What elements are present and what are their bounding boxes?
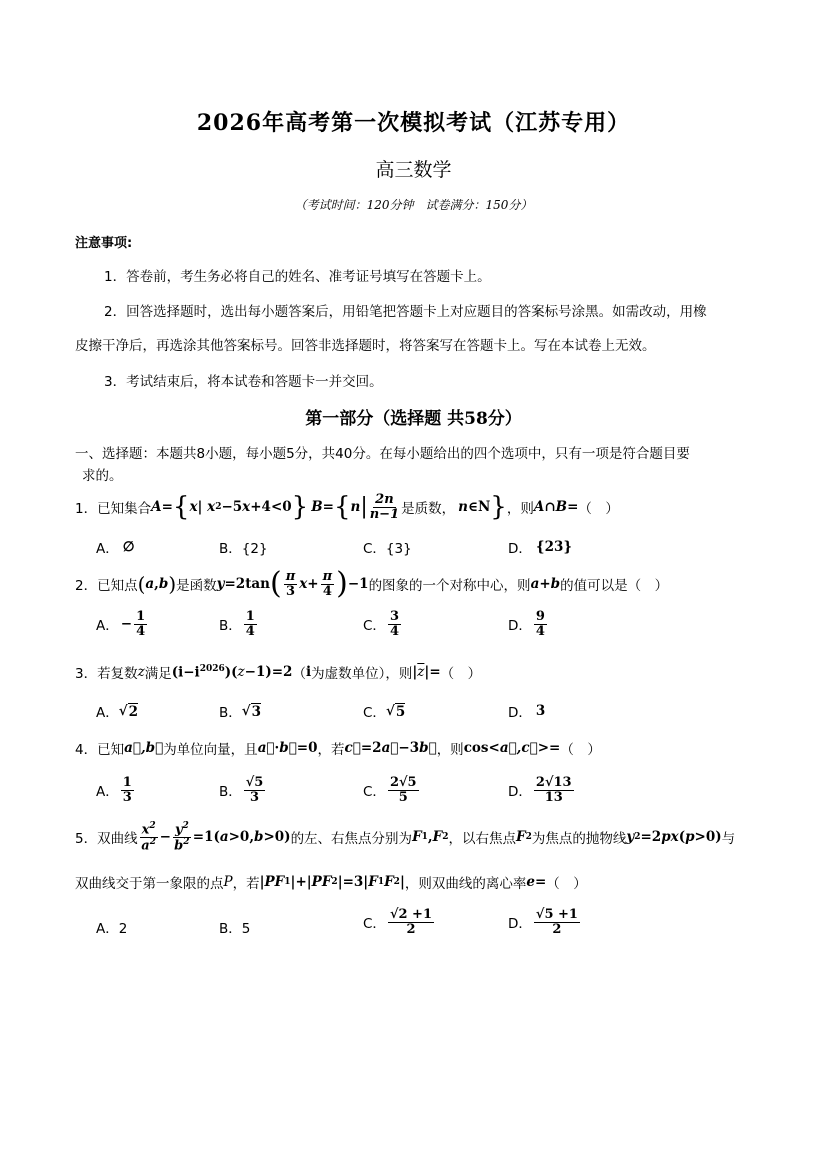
q5-line2-b: ，若: [232, 876, 260, 892]
notice-item-3: 3．考试结束后，将本试卷和答题卡一并交回。: [104, 374, 383, 390]
page-title: 2026年高考第一次模拟考试（江苏专用）: [196, 110, 631, 136]
q5-line2-a: 双曲线交于第一象限的点: [75, 876, 224, 892]
page-subtitle: 高三数学: [375, 159, 452, 181]
question-2: 2．已知点 ( a , b ) 是函数 y =2tan ( $\frac{\pi}{3}$ x + $\frac{\pi}{4}$ ) −1 的图象的一个对称中心，则 a + b 的值可以是（ ）: [75, 566, 669, 601]
q2-text-a: 2．已知点: [75, 578, 138, 594]
q4-option-a[interactable]: A． $\frac{1}{3}$: [96, 775, 132, 805]
q3-option-c[interactable]: C． √ 5: [363, 703, 406, 721]
q5-line2-c: ，则双曲线的离心率: [404, 876, 527, 892]
q2-text-d: 的值可以是（ ）: [560, 578, 669, 594]
q1-text-c: ，则: [506, 501, 534, 517]
q2-option-a[interactable]: A． − $\frac{1}{4}$: [96, 609, 146, 639]
q5-line2-d: （ ）: [546, 876, 587, 892]
q2-text-b: 是函数: [176, 578, 217, 594]
q1-option-c[interactable]: C．{3}: [363, 541, 412, 557]
question-3: 3．若复数 z 满足 $(i-i^{2026})$( z −1)=2 （ i 为虚数单位），则 | $\overline{z}$ |= （ ）: [75, 663, 482, 682]
q1-set-b-formula: B: [311, 499, 323, 515]
q3-option-b[interactable]: B． √ 3: [219, 703, 262, 721]
q5-text-b: 的左、右焦点分别为: [290, 831, 413, 847]
q5-option-d[interactable]: D． $\frac{√5 +1}{2}$: [508, 907, 578, 937]
q5-option-b[interactable]: B．5: [219, 921, 251, 937]
section-heading: 第一部分（选择题 共58分）: [305, 409, 522, 429]
notice-item-2-line2: 皮擦干净后，再选涂其他答案标号。回答非选择题时，将答案写在答题卡上。写在本试卷上无效。: [75, 338, 656, 354]
question-1: 1．已知集合 A = { x | x 2 −5 x +4<0 } B = { n | $\frac{2n}{n-1}$ 是质数， n ∈N } ，则 A ∩ B = （ ）: [75, 491, 619, 522]
q3-option-a[interactable]: A． √ 2: [96, 703, 139, 721]
q5-text-c: ，以右焦点: [448, 831, 516, 847]
q5-text-d: 为焦点的抛物线: [531, 831, 627, 847]
q1-option-a[interactable]: A． ∅: [96, 539, 135, 557]
notice-item-1: 1．答卷前，考生务必将自己的姓名、准考证号填写在答题卡上。: [104, 269, 491, 285]
q3-text-b: 满足: [144, 666, 172, 682]
q5-text-a: 5．双曲线: [75, 831, 138, 847]
q1-text-a: 1．已知集合: [75, 501, 152, 517]
q1-text-b: 是质数，: [401, 501, 456, 517]
question-5-line2: 双曲线交于第一象限的点 P ，若 | PF 1 |+| PF 2 |=3| F 1 F 2 | ，则双曲线的离心率 e = （ ）: [75, 874, 587, 892]
notice-heading: 注意事项:: [75, 236, 133, 251]
q4-option-b[interactable]: B． $\frac{√5}{3}$: [219, 775, 264, 805]
q3-option-d[interactable]: D． 3: [508, 703, 546, 721]
q1-text-d: （ ）: [578, 501, 619, 517]
q5-option-c[interactable]: C． $\frac{√2 +1}{2}$: [363, 907, 432, 937]
exam-info: （考试时间：120分钟 试卷满分：150分）: [294, 198, 533, 212]
q1-option-d[interactable]: D． {23}: [508, 539, 573, 557]
q4-text-e: （ ）: [560, 742, 601, 758]
q4-text-a: 4．已知: [75, 742, 125, 758]
q4-text-c: ，若: [317, 742, 345, 758]
q3-text-d: 为虚数单位），则: [311, 666, 413, 682]
q5-option-a[interactable]: A．2: [96, 921, 128, 937]
q5-text-e: 与: [721, 831, 736, 847]
section-instruction-line1: 一、选择题：本题共8小题，每小题5分，共40分。在每小题给出的四个选项中，只有一项是符合题目要: [75, 446, 690, 462]
notice-item-2-line1: 2．回答选择题时，选出每小题答案后，用铅笔把答题卡上对应题目的答案标号涂黑。如需改动，用橡: [104, 304, 707, 320]
q4-text-d: ，则: [436, 742, 464, 758]
q3-text-a: 3．若复数: [75, 666, 138, 682]
q4-option-c[interactable]: C． $\frac{2√5}{5}$: [363, 775, 417, 805]
q2-option-b[interactable]: B． $\frac{1}{4}$: [219, 609, 255, 639]
question-5: 5．双曲线 $\frac{x^2}{a^2}$ − $\frac{y^2}{b^2}$ =1( a >0, b >0) 的左、右焦点分别为 F 1 , F 2 ，以右焦点 F 2 为焦点的抛物线 y 2 =2 px ( p >0) 与: [75, 820, 736, 853]
q3-text-e: （ ）: [440, 666, 482, 682]
q3-text-c: （: [292, 666, 306, 682]
q2-text-c: 的图象的一个对称中心，则: [368, 578, 531, 594]
question-4: 4．已知 a⃗,b⃗ 为单位向量，且 a⃗ · b⃗ =0 ，若 c⃗ =2 a⃗ −3 b⃗ ，则 cos< a⃗,c⃗ >= （ ）: [75, 740, 601, 758]
q2-option-c[interactable]: C． $\frac{3}{4}$: [363, 609, 399, 639]
section-instruction-line2: 求的。: [82, 468, 123, 484]
q2-option-d[interactable]: D． $\frac{9}{4}$: [508, 609, 545, 639]
q1-set-a-formula: A: [151, 499, 162, 515]
q4-option-d[interactable]: D． $\frac{2√13}{13}$: [508, 775, 572, 805]
q4-text-b: 为单位向量，且: [163, 742, 258, 758]
q1-option-b[interactable]: B．{2}: [219, 541, 268, 557]
